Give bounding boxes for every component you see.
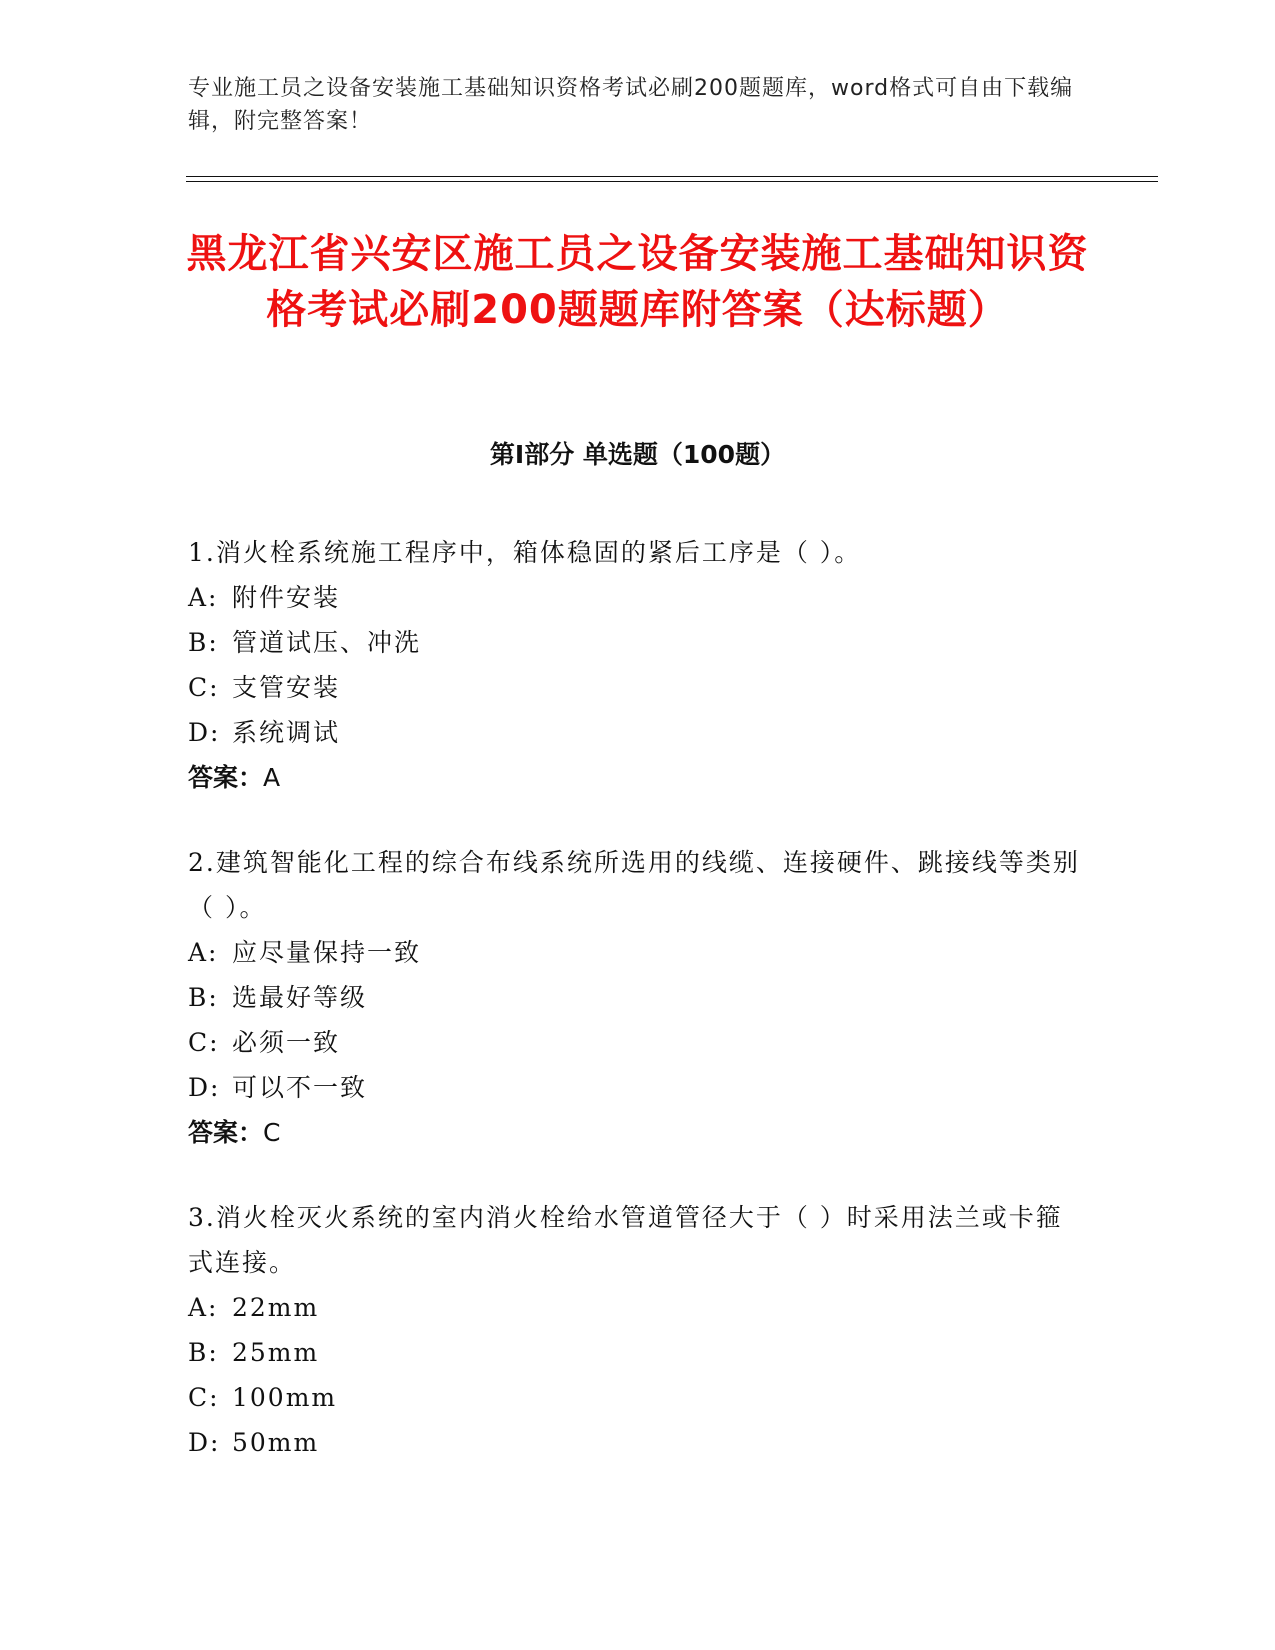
option-a [188, 575, 1088, 620]
option-text: 附件安装 [232, 583, 341, 612]
header-rule-bottom [186, 181, 1158, 182]
option-letter: A: [188, 938, 219, 967]
option-letter: B: [188, 1338, 219, 1367]
option-text: 50mm [232, 1428, 320, 1457]
option-c [188, 1020, 1088, 1065]
question-2 [188, 840, 1088, 1155]
option-letter: D: [188, 718, 221, 747]
question-3 [188, 1195, 1088, 1465]
question-stem: 2.建筑智能化工程的综合布线系统所选用的线缆、连接硬件、跳接线等类别（ ）。 [188, 848, 1080, 922]
option-letter: B: [188, 983, 219, 1012]
option-letter: D: [188, 1073, 221, 1102]
option-b [188, 975, 1088, 1020]
question-list [188, 530, 1088, 1505]
option-letter: B: [188, 628, 219, 657]
option-text: 选最好等级 [232, 983, 368, 1012]
header-note: 专业施工员之设备安装施工基础知识资格考试必刷200题题库，word格式可自由下载编辑，附完整答案！ [188, 76, 1074, 134]
option-text: 支管安装 [232, 673, 341, 702]
answer-line [188, 755, 1088, 800]
option-letter: C: [188, 1028, 220, 1057]
option-text: 应尽量保持一致 [232, 938, 422, 967]
option-b [188, 1330, 1088, 1375]
answer-value: A [263, 763, 281, 792]
answer-label: 答案： [188, 1118, 264, 1147]
option-text: 可以不一致 [232, 1073, 368, 1102]
option-d [188, 1420, 1088, 1465]
option-letter: A: [188, 583, 219, 612]
answer-line [188, 1110, 1088, 1155]
document-title: 黑龙江省兴安区施工员之设备安装施工基础知识资格考试必刷200题题库附答案（达标题） [186, 231, 1089, 333]
option-c [188, 1375, 1088, 1420]
option-text: 100mm [232, 1383, 338, 1412]
question-stem: 1.消火栓系统施工程序中，箱体稳固的紧后工序是（ ）。 [188, 538, 862, 567]
answer-label: 答案： [188, 763, 264, 792]
option-text: 25mm [232, 1338, 320, 1367]
option-text: 管道试压、冲洗 [232, 628, 422, 657]
question-stem: 3.消火栓灭火系统的室内消火栓给水管道管径大于（ ）时采用法兰或卡箍式连接。 [188, 1203, 1063, 1277]
option-b [188, 620, 1088, 665]
option-text: 系统调试 [232, 718, 341, 747]
option-letter: C: [188, 1383, 220, 1412]
header-rule-top [186, 176, 1158, 177]
option-text: 必须一致 [232, 1028, 341, 1057]
option-d [188, 710, 1088, 755]
option-c [188, 665, 1088, 710]
option-d [188, 1065, 1088, 1110]
option-letter: C: [188, 673, 220, 702]
option-letter: D: [188, 1428, 221, 1457]
option-a [188, 930, 1088, 975]
section-title: 第Ⅰ部分 单选题（100题） [489, 440, 786, 469]
option-text: 22mm [232, 1293, 320, 1322]
option-letter: A: [188, 1293, 219, 1322]
option-a [188, 1285, 1088, 1330]
question-1 [188, 530, 1088, 800]
answer-value: C [263, 1118, 281, 1147]
